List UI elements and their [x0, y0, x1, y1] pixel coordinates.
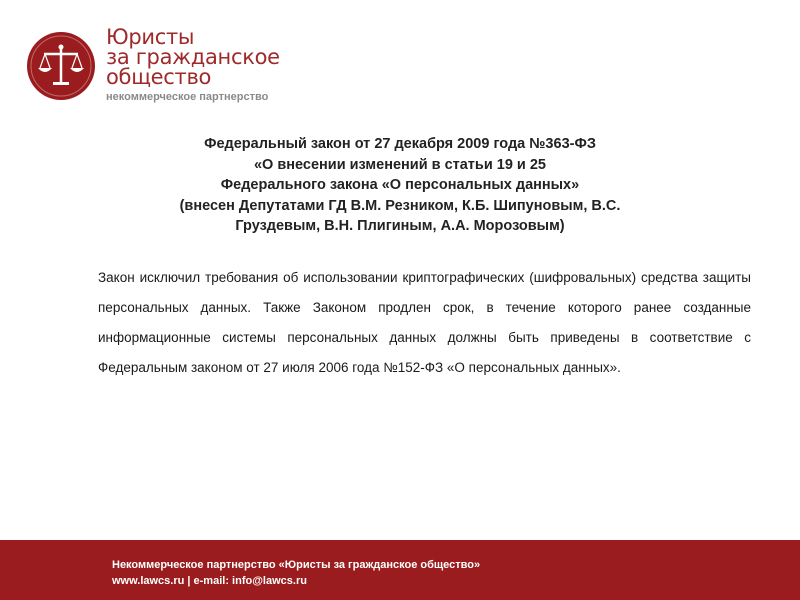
body-paragraph: Закон исключил требования об использовании криптографических (шифровальных) средства защиты персональных данных. Также Законом продлен срок, в течение которого ранее созданные информационные системы персональных данных должны быть приведены в соответствие с Федеральным законом от 27 июля 2006 года №152-ФЗ «О персональных данных». — [98, 270, 751, 375]
footer-contacts: www.lawcs.ru | e-mail: info@lawcs.ru — [112, 575, 307, 587]
logo-title-line-3: общество — [106, 65, 212, 89]
footer — [0, 540, 800, 600]
page-title — [100, 134, 700, 237]
title-line-4: (внесен Депутатами ГД В.М. Резником, К.Б. Шипуновым, В.С. — [179, 197, 621, 214]
title-line-2: «О внесении изменений в статьи 19 и 25 — [253, 156, 546, 173]
logo-text — [106, 27, 280, 103]
title-line-5: Груздевым, В.Н. Плигиным, А.А. Морозовым) — [235, 218, 565, 234]
logo-title-line-1: Юристы — [106, 25, 195, 49]
footer-organization: Некоммерческое партнерство «Юристы за гражданское общество» — [112, 559, 481, 571]
footer-text — [112, 557, 480, 589]
logo-title-line-2: за гражданское — [106, 45, 280, 69]
title-line-1: Федеральный закон от 27 декабря 2009 года №363-ФЗ — [204, 136, 596, 152]
logo-subtitle: некоммерческое партнерство — [106, 91, 269, 103]
title-line-3: Федерального закона «О персональных данных» — [220, 177, 580, 193]
scales-of-justice-icon — [26, 31, 96, 101]
